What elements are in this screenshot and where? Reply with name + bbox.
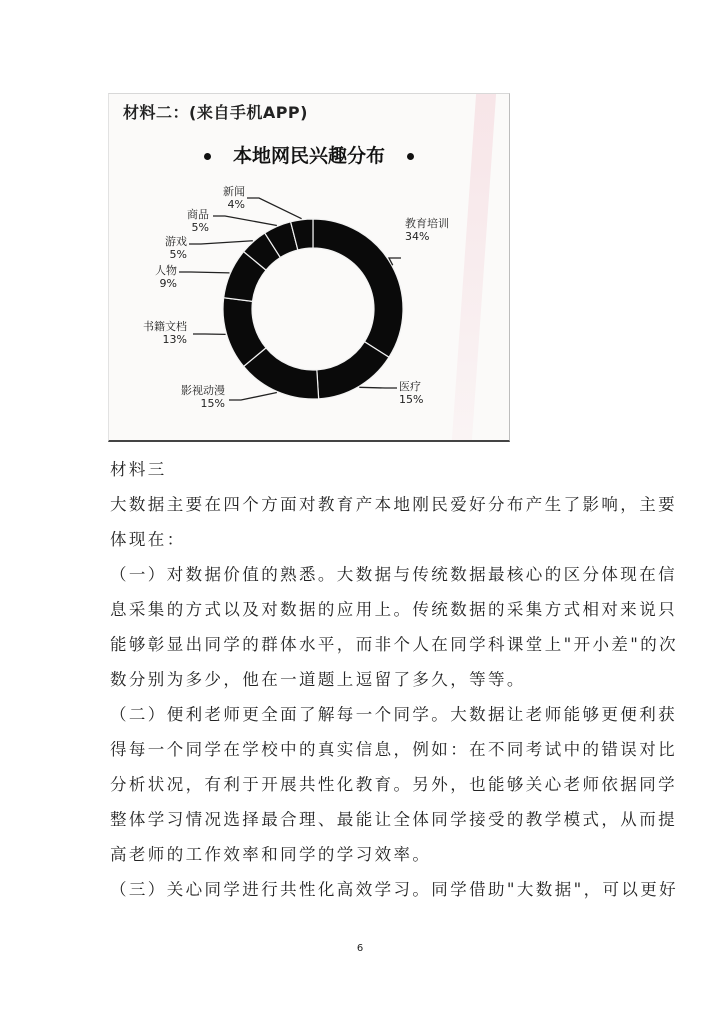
paragraph-line: （三）关心同学进行共性化高效学习。同学借助"大数据"，可以更好 — [110, 880, 679, 899]
paragraph-line: 分析状况，有利于开展共性化教育。另外，也能够关心老师依据同学 — [110, 775, 677, 794]
paragraph-line: 得每一个同学在学校中的真实信息，例如：在不同考试中的错误对比 — [110, 740, 677, 759]
label-news: 新闻 4% — [223, 185, 245, 211]
leader-line — [179, 272, 229, 273]
material2-heading: 材料二：(来自手机APP) — [123, 103, 308, 122]
leader-line — [247, 198, 302, 219]
paragraph-line: （二）便利老师更全面了解每一个同学。大数据让老师能够更便利获 — [110, 705, 677, 724]
page-number: 6 — [356, 943, 364, 954]
leader-line — [229, 393, 277, 400]
material3-heading: 材料三 — [110, 460, 167, 479]
leader-line — [189, 241, 253, 244]
label-film-animation: 影视动漫 15% — [181, 384, 225, 410]
label-medical: 医疗 15% — [399, 380, 424, 406]
label-education: 教育培训 34% — [405, 217, 449, 243]
paragraph-line: （一）对数据价值的熟悉。大数据与传统数据最核心的区分体现在信 — [110, 565, 677, 584]
paragraph-line: 高老师的工作效率和同学的学习效率。 — [110, 845, 432, 864]
donut-segment — [313, 219, 403, 357]
label-books-docs: 书籍文档 13% — [143, 320, 187, 346]
paragraph-line: 体现在： — [110, 530, 186, 549]
paragraph-line: 息采集的方式以及对数据的应用上。传统数据的采集方式相对来说只 — [110, 600, 677, 619]
label-goods: 商品 5% — [187, 208, 209, 234]
label-people: 人物 9% — [155, 264, 177, 290]
donut-segment — [317, 342, 389, 399]
paragraph-line: 整体学习情况选择最合理、最能让全体同学接受的教学模式，从而提 — [110, 810, 677, 829]
scanned-chart-image — [108, 93, 510, 442]
leader-line — [213, 216, 277, 225]
chart-title: 本地网民兴趣分布 — [109, 141, 509, 168]
paragraph-line: 大数据主要在四个方面对教育产本地刚民爱好分布产生了影响，主要 — [110, 495, 677, 514]
label-games: 游戏 5% — [165, 235, 187, 261]
paragraph-line: 能够彰显出同学的群体水平，而非个人在同学科课堂上"开小差"的次 — [110, 635, 679, 654]
leader-line — [359, 387, 397, 388]
paragraph-line: 数分别为多少，他在一道题上逗留了多久，等等。 — [110, 670, 526, 689]
